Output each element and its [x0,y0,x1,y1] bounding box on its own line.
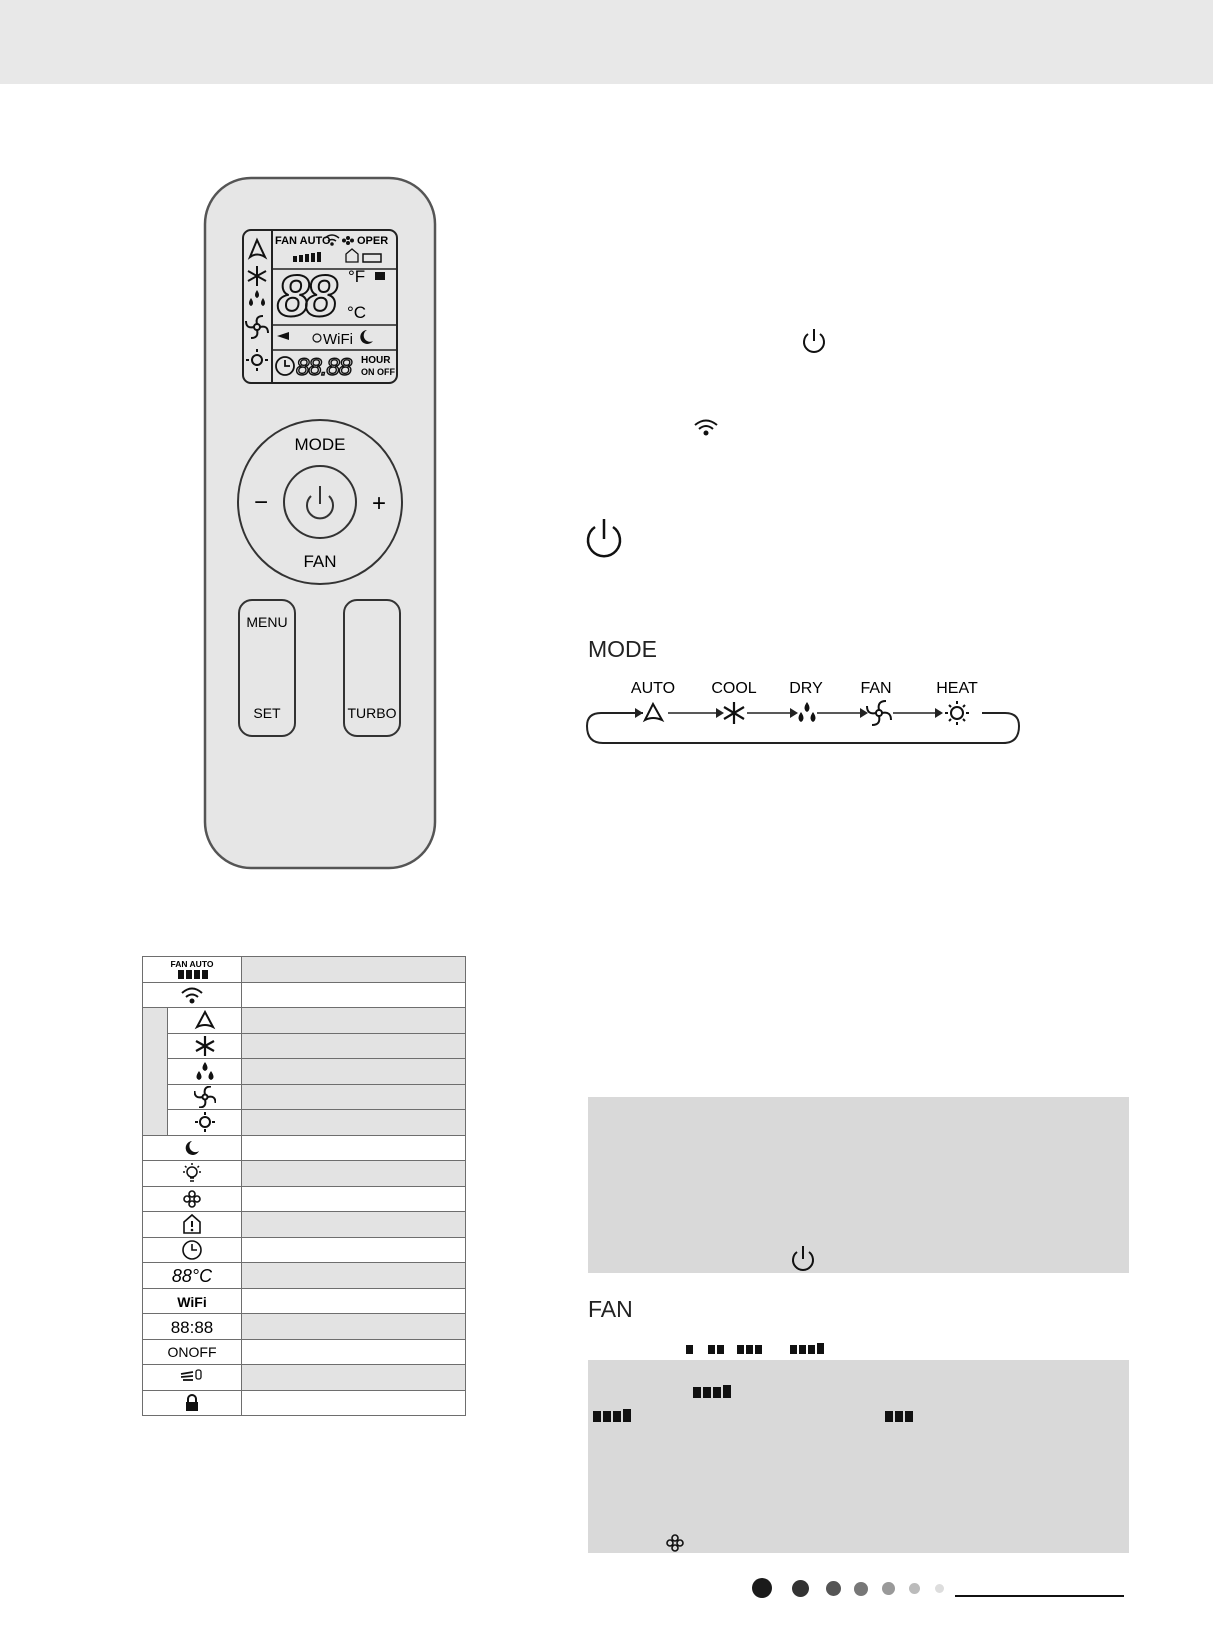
cool-mode-icon [168,1033,242,1059]
legend-desc [241,1084,465,1110]
table-row [143,1084,466,1110]
minus-button[interactable]: − [253,489,269,516]
lcd-on-off-text: ON OFF [361,367,395,377]
heat-mode-icon [168,1110,242,1136]
mode-cycle-diagram [585,676,1025,746]
fan-speed-medium-icon [884,1407,916,1423]
note-box-power [588,1097,1129,1273]
fan-auto-icon [143,957,242,983]
icon-legend-table [142,956,466,1416]
fan-small-icon [665,1533,685,1553]
footer-dot [792,1580,809,1597]
lcd-hour-text: HOUR [361,355,391,366]
lcd-lock-icon [375,272,385,280]
timer-digits-icon [143,1314,242,1340]
lcd-oper-text: OPER [357,235,389,247]
fan-small-icon [143,1186,242,1212]
fan-heading: FAN [588,1296,633,1322]
fan-speed-max-icon [592,1407,632,1423]
health-icon [143,1212,242,1238]
control-ring[interactable] [238,420,402,584]
table-row [143,1110,466,1136]
legend-desc [241,1212,465,1238]
table-row [143,957,466,983]
legend-desc [241,1339,465,1365]
clock-icon [143,1237,242,1263]
mode-dry-label: DRY [789,680,823,697]
dry-mode-icon [799,702,816,722]
table-row [143,1212,466,1238]
footer-dot [826,1581,841,1596]
table-row [143,982,466,1008]
legend-desc [241,1365,465,1391]
table-row [143,1365,466,1391]
power-icon [790,1244,816,1272]
legend-desc [241,1135,465,1161]
mode-cool-label: COOL [711,680,757,697]
table-row [143,1186,466,1212]
table-row [143,1314,466,1340]
lcd-wifi-text: WiFi [323,331,353,348]
legend-desc [241,1059,465,1085]
auto-mode-icon [645,704,662,720]
table-row [143,1288,466,1314]
legend-desc [241,1263,465,1289]
table-row [143,1161,466,1187]
lcd-fan-auto-text: FAN AUTO [275,235,331,247]
plus-button[interactable]: + [371,490,387,517]
legend-desc [241,1237,465,1263]
note-box-fan [588,1360,1129,1553]
lcd-timer-digits: 88.88 [296,354,352,381]
legend-desc [241,1110,465,1136]
svg-text:88°C: 88°C [171,1266,212,1287]
page-header-band [0,0,1213,84]
mode-heat-label: HEAT [936,680,978,697]
legend-desc [241,1288,465,1314]
cool-mode-icon [724,702,744,724]
mode-fan-label: FAN [860,680,892,697]
turbo-button[interactable] [344,600,400,736]
svg-text:WiFi: WiFi [177,1293,207,1310]
table-row [143,1059,466,1085]
svg-text:ONOFF: ONOFF [167,1343,217,1360]
footer-rule [955,1595,1124,1597]
svg-text:FAN AUTO: FAN AUTO [170,959,214,970]
mode-heading: MODE [588,636,657,662]
fan-button[interactable]: FAN [303,552,337,571]
table-row [143,1339,466,1365]
table-row [143,1390,466,1416]
fan-mode-icon [867,701,891,725]
menu-label: MENU [246,614,288,630]
dry-mode-icon [168,1059,242,1085]
footer-dot [752,1578,772,1598]
fan-mode-icon [168,1084,242,1110]
lock-icon [143,1390,242,1416]
lcd-unit-f: °F [348,267,366,286]
swing-icon [143,1365,242,1391]
onoff-text-icon [143,1339,242,1365]
footer-dot [909,1583,920,1594]
lcd-unit-c: °C [347,303,367,322]
remote-control-illustration [195,170,445,870]
menu-set-button[interactable] [239,600,295,736]
turbo-label: TURBO [347,705,397,721]
wifi-signal-icon [143,982,242,1008]
temp-digits-icon [143,1263,242,1289]
table-row [143,1263,466,1289]
auto-mode-icon [168,1008,242,1034]
table-row [143,1237,466,1263]
legend-desc [241,1161,465,1187]
footer-dot [882,1582,895,1595]
wifi-text-icon [143,1288,242,1314]
sleep-icon [143,1135,242,1161]
svg-text:88:88: 88:88 [170,1318,214,1338]
legend-desc [241,1314,465,1340]
mode-auto-label: AUTO [630,680,676,697]
mode-button[interactable]: MODE [294,435,346,454]
legend-desc [241,1008,465,1034]
fan-speed-levels [686,1340,836,1358]
table-row [143,1008,466,1034]
wifi-signal-icon [693,418,719,436]
set-label: SET [253,705,281,721]
lcd-display [243,230,397,383]
legend-desc [241,1390,465,1416]
legend-desc [241,1186,465,1212]
legend-desc [241,957,465,983]
legend-desc [241,982,465,1008]
table-row [143,1033,466,1059]
footer-dot [935,1584,944,1593]
fan-speed-max-icon [692,1383,732,1399]
mode-group-bar [143,1008,168,1136]
lcd-temp-digits: 88 [277,264,334,329]
light-icon [143,1161,242,1187]
legend-desc [241,1033,465,1059]
power-icon [802,327,826,353]
footer-dot [854,1582,868,1596]
table-row [143,1135,466,1161]
heat-mode-icon [945,701,969,725]
large-power-icon [584,517,624,559]
